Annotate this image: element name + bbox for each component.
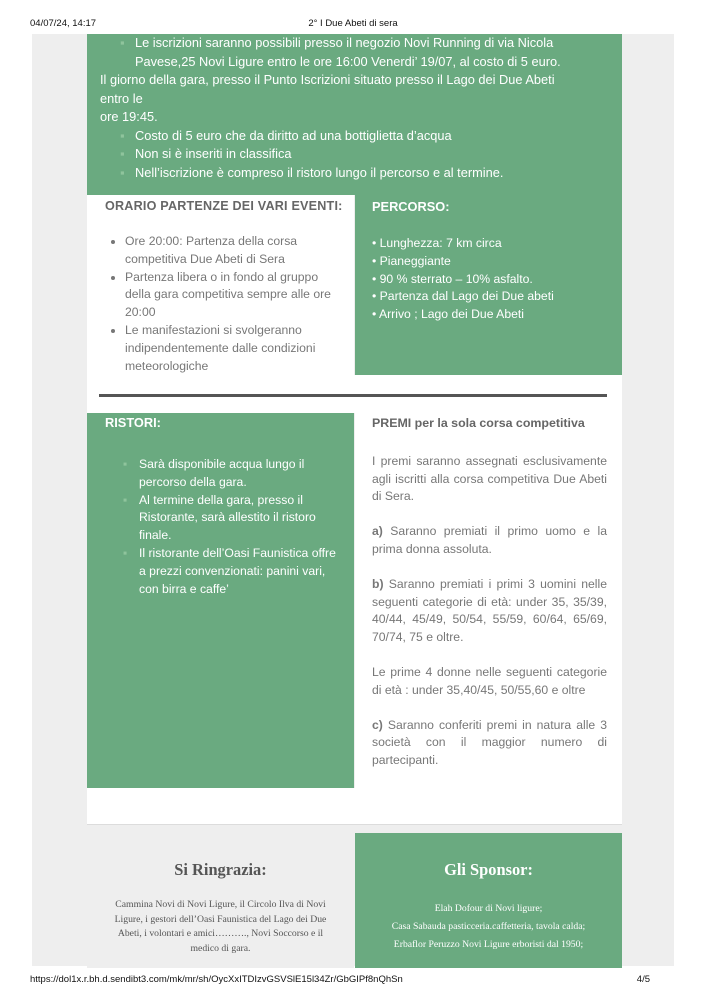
ristori-list <box>105 456 344 598</box>
section-separator <box>87 788 622 825</box>
list-item: • Partenza libera o in fondo al gruppo della gara competitiva sempre alle ore 20:00 <box>125 269 346 322</box>
premi-b: b) Saranno premiati i primi 3 uomini nelle seguenti categorie di età: under 35, 35/39, 40/44, 45/49, 50/54, 55/59, 60/64, 65/69, 70/74, 75 e oltre. <box>372 576 607 645</box>
premi-a: a) Saranno premiati il primo uomo e la prima donna assoluta. <box>372 524 607 556</box>
list-item: • Pianeggiante <box>372 253 612 271</box>
premi-block <box>355 413 622 788</box>
orario-heading: ORARIO PARTENZE DEI VARI EVENTI: <box>105 199 343 213</box>
sponsor-item: Erbaflor Peruzzo Novi Ligure erboristi dal 1950; <box>393 939 584 950</box>
iscrizioni-list-bottom <box>87 127 608 183</box>
premi-c: c) Saranno conferiti premi in natura alle 3 società con il maggior numero di partecipanti. <box>372 717 607 768</box>
divider-line <box>99 394 607 397</box>
iscrizioni-paragraph: Il giorno della gara, presso il Punto Iscrizioni situato presso il Lago dei Due Abeti entro le ore 19:45. <box>100 72 555 124</box>
page-url[interactable]: https://dol1x.r.bh.d.sendibt3.com/mk/mr/sh/OycXxITDIzvGSVSlE15l34Zr/GbGIPf8nQhSn <box>30 974 403 985</box>
ristori-heading: RISTORI: <box>105 415 161 430</box>
iscrizioni-list-top <box>87 34 608 71</box>
premi-heading: PREMI per la sola corsa competitiva <box>372 416 585 430</box>
list-item: • Partenza dal Lago dei Due abeti <box>372 288 612 306</box>
bullet-icon: ▪ <box>120 35 125 50</box>
bullet-icon: ▪ <box>120 127 125 143</box>
list-item: ▪ Al termine della gara, presso il Ristorante, sarà allestito il ristoro finale. <box>123 492 316 543</box>
percorso-heading: PERCORSO: <box>372 199 450 214</box>
list-item: • Ore 20:00: Partenza della corsa competitiva Due Abeti di Sera <box>125 233 346 269</box>
percorso-list <box>372 235 612 324</box>
print-header <box>0 18 706 32</box>
list-item: ▪ Costo di 5 euro che da diritto ad una bottiglietta d’acqua <box>87 127 608 146</box>
bullet-icon: ▪ <box>120 164 125 180</box>
list-item: • Le manifestazioni si svolgeranno indipendentemente dalle condizioni meteorologiche <box>125 322 346 375</box>
sponsor-title: Gli Sponsor: <box>444 860 533 879</box>
list-item: ▪ Le iscrizioni saranno possibili presso il negozio Novi Running di via Nicola Pavese,25 Novi Ligure entro le ore 16:00 Venerdi’ 19/07, al costo di 5 euro. <box>120 35 561 69</box>
orario-list <box>105 233 346 375</box>
page-number: 4/5 <box>636 974 650 985</box>
bullet-icon: ▪ <box>123 492 128 507</box>
print-datetime: 04/07/24, 14:17 <box>30 18 97 29</box>
ringrazia-block <box>87 833 354 968</box>
list-item: ▪ Nell’iscrizione è compreso il ristoro lungo il percorso e al termine. <box>87 164 608 183</box>
ringrazia-title: Si Ringrazia: <box>174 860 267 879</box>
sponsor-item: Casa Sabauda pasticceria.caffetteria, tavola calda; <box>391 921 586 932</box>
premi-intro: I premi saranno assegnati esclusivamente agli iscritti alla corsa competitiva Due Abeti di Sera. <box>372 453 607 504</box>
ringrazia-text: Cammina Novi di Novi Ligure, il Circolo Ilva di Novi Ligure, i gestori dell’Oasi Faunistica del Lago dei Due Abeti, i volontari e amici………., Novi Soccorso e il medico di gara. <box>114 899 327 954</box>
orario-block <box>87 195 354 375</box>
ristori-block <box>87 413 354 788</box>
sponsor-list <box>365 900 612 954</box>
bullet-icon: ▪ <box>123 457 128 471</box>
premi-donne: Le prime 4 donne nelle seguenti categorie di età : under 35,40/45, 50/55,60 e oltre <box>372 664 607 697</box>
sponsor-item: Elah Dofour di Novi ligure; <box>434 903 543 914</box>
percorso-block <box>355 195 622 375</box>
bullet-icon: ▪ <box>123 545 128 560</box>
list-item: ▪ Non si è inseriti in classifica <box>87 145 608 164</box>
section-divider <box>87 375 622 413</box>
bullet-icon: ▪ <box>120 146 125 161</box>
print-title: 2° I Due Abeti di sera <box>308 18 398 29</box>
list-item: • Arrivo ; Lago dei Due Abeti <box>372 306 612 324</box>
sponsor-block <box>355 833 622 968</box>
list-item: ▪ Il ristorante dell’Oasi Faunistica offre a prezzi convenzionati: panini vari, con birra e caffe’ <box>123 545 336 596</box>
list-item: ▪ Sarà disponibile acqua lungo il percorso della gara. <box>123 457 305 489</box>
iscrizioni-block <box>87 34 622 195</box>
list-item: • Lunghezza: 7 km circa <box>372 235 612 253</box>
list-item: • 90 % sterrato – 10% asfalto. <box>372 271 612 289</box>
